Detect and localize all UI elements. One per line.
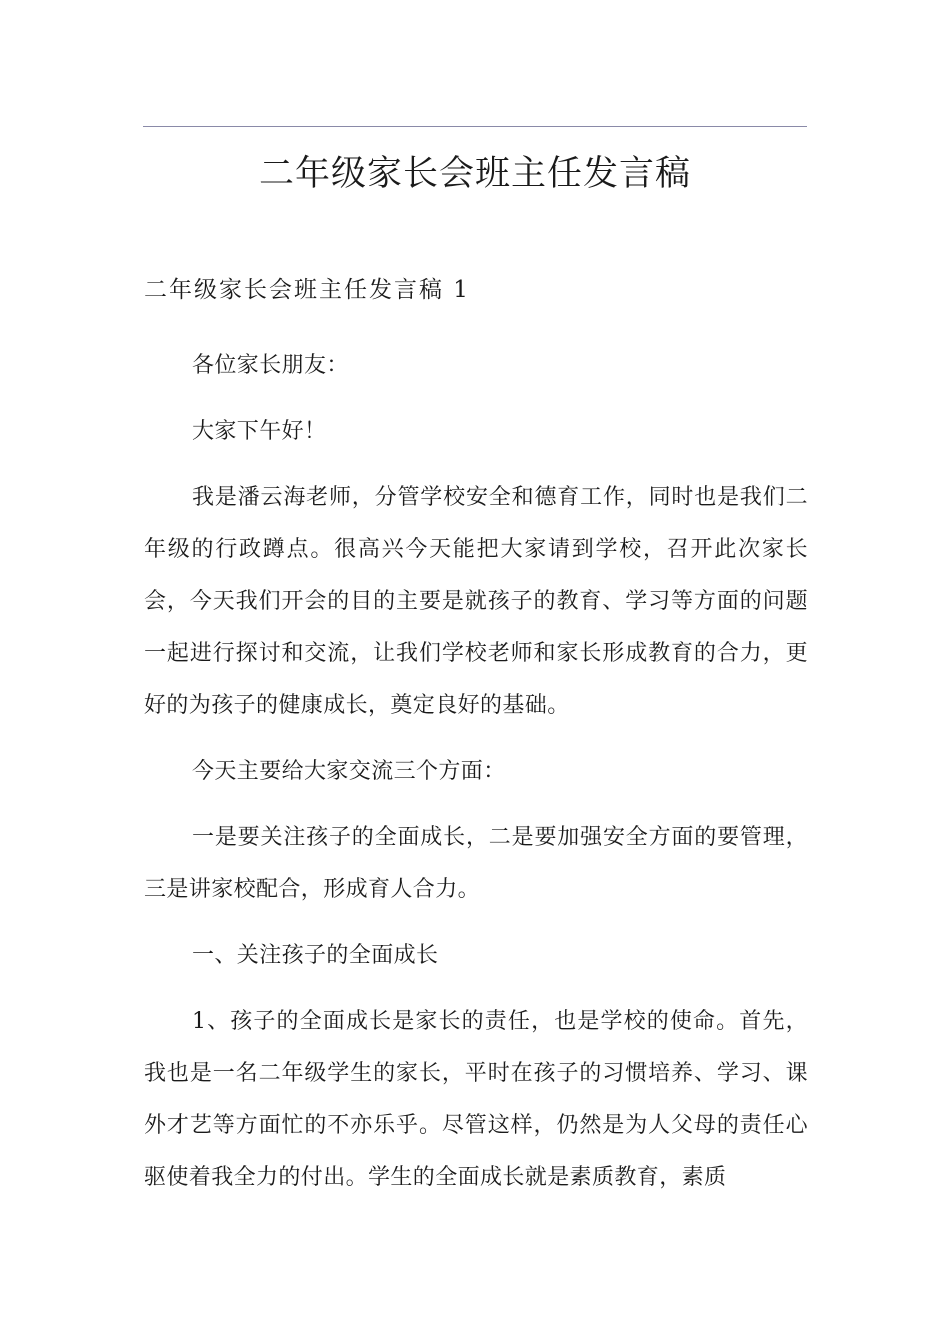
document-title: 二年级家长会班主任发言稿 xyxy=(258,154,691,194)
paragraph-salutation: 各位家长朋友： xyxy=(192,353,349,378)
paragraph-agenda-items: 一是要关注孩子的全面成长，二是要加强安全方面的要管理，三是讲家校配合，形成育人合力。 xyxy=(144,825,808,902)
paragraph-introduction: 我是潘云海老师，分管学校安全和德育工作，同时也是我们二年级的行政蹲点。很高兴今天能把大家请到学校，召开此次家长会，今天我们开会的目的主要是就孩子的教育、学习等方面的问题一起进行探讨和交流，让我们学校老师和家长形成教育的合力，更好的为孩子的健康成长，奠定良好的基础。 xyxy=(144,485,808,718)
document-body xyxy=(144,340,808,1204)
header-divider xyxy=(143,126,807,127)
paragraph-point-1: 1、孩子的全面成长是家长的责任，也是学校的使命。首先，我也是一名二年级学生的家长，平时在孩子的习惯培养、学习、课外才艺等方面忙的不亦乐乎。尽管这样，仍然是为人父母的责任心驱使着我全力的付出。学生的全面成长就是素质教育，素质 xyxy=(144,1009,808,1190)
paragraph-greeting: 大家下午好！ xyxy=(192,419,327,444)
section-heading: 二年级家长会班主任发言稿 1 xyxy=(144,277,470,303)
paragraph-agenda-intro: 今天主要给大家交流三个方面： xyxy=(192,759,506,784)
paragraph-subheading-1: 一、关注孩子的全面成长 xyxy=(192,943,439,968)
